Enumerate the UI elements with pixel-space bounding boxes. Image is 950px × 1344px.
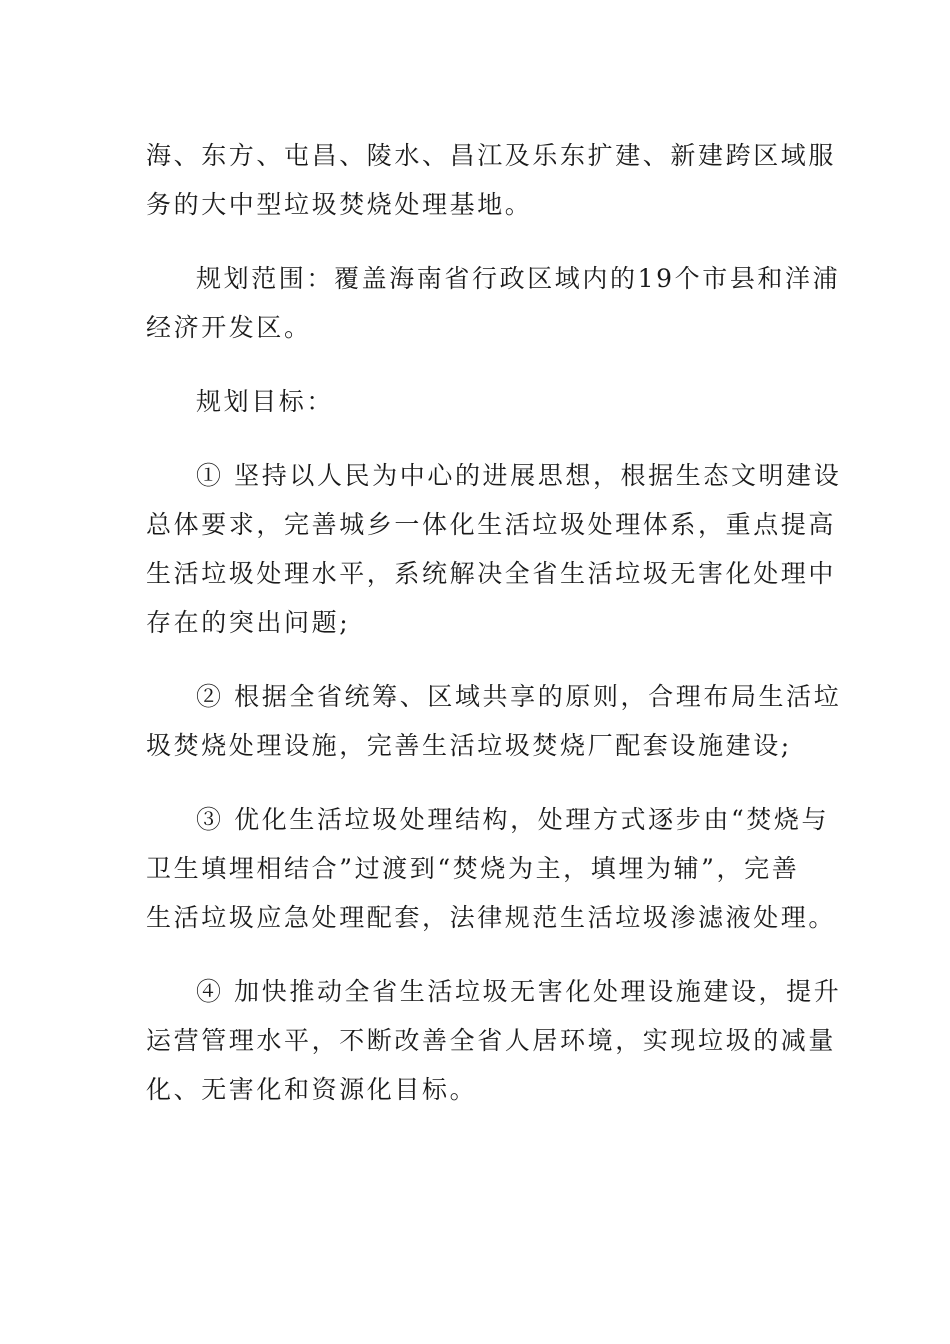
text-line: 海、东方、屯昌、陵水、昌江及乐东扩建、新建跨区域服 <box>146 141 837 170</box>
text-line: 规划目标： <box>196 387 335 416</box>
paragraph-goal-3 <box>146 795 837 942</box>
text-line: ② 根据全省统筹、区域共享的原则，合理布局生活垃 <box>196 682 842 711</box>
paragraph-goal-2 <box>146 672 842 770</box>
paragraph-planning-goals-heading <box>146 377 794 426</box>
text-line: 总体要求，完善城乡一体化生活垃圾处理体系，重点提高 <box>146 510 837 539</box>
text-line: 规划范围：覆盖海南省行政区域内的19个市县和洋浦 <box>196 264 841 293</box>
paragraph-goal-1 <box>146 451 842 647</box>
text-line: 运营管理水平，不断改善全省人居环境，实现垃圾的减量 <box>146 1026 837 1055</box>
text-line: 化、无害化和资源化目标。 <box>146 1075 478 1104</box>
text-line: 圾焚烧处理设施，完善生活垃圾焚烧厂配套设施建设; <box>146 731 792 760</box>
text-line: ④ 加快推动全省生活垃圾无害化处理设施建设，提升 <box>196 977 842 1006</box>
text-line: 经济开发区。 <box>146 313 312 342</box>
paragraph-continuation <box>146 131 837 229</box>
text-line: ③ 优化生活垃圾处理结构，处理方式逐步由“焚烧与 <box>196 805 830 834</box>
paragraph-goal-4 <box>146 967 842 1114</box>
text-line: 生活垃圾应急处理配套，法律规范生活垃圾渗滤液处理。 <box>146 903 837 932</box>
text-line: ① 坚持以人民为中心的进展思想，根据生态文明建设 <box>196 461 842 490</box>
text-line: 生活垃圾处理水平，系统解决全省生活垃圾无害化处理中 <box>146 559 837 588</box>
document-body <box>146 131 842 1139</box>
text-line: 务的大中型垃圾焚烧处理基地。 <box>146 190 533 219</box>
paragraph-planning-scope <box>146 254 841 352</box>
text-line: 存在的突出问题; <box>146 608 351 637</box>
text-line: 卫生填埋相结合”过渡到“焚烧为主，填埋为辅”，完善 <box>146 854 800 883</box>
